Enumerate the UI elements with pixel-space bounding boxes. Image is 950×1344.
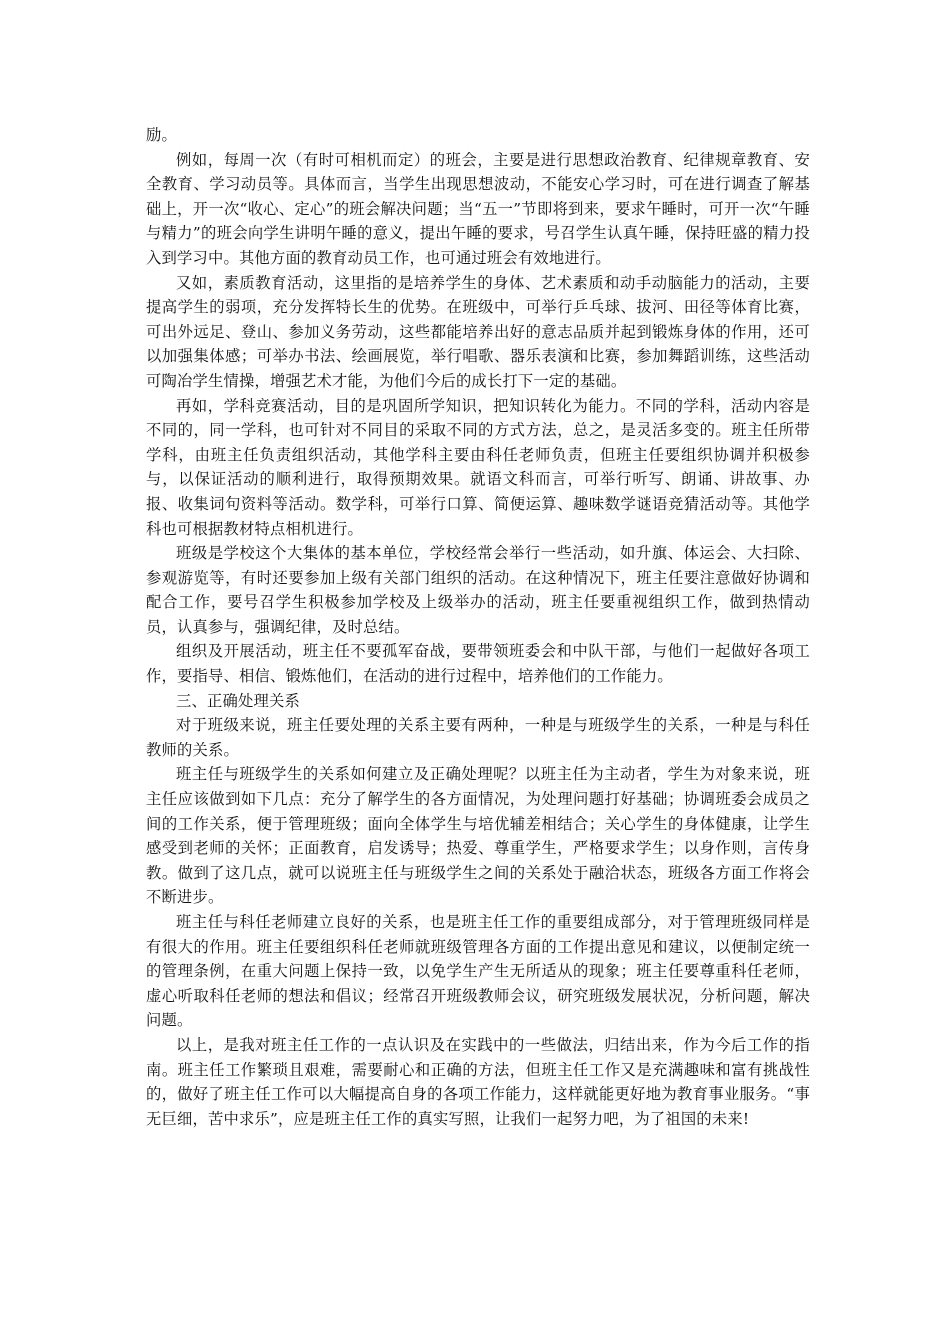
paragraph-subject-competition: 再如，学科竞赛活动，目的是巩固所学知识，把知识转化为能力。不同的学科，活动内容是不同的，同一学科，也可针对不同目的采取不同的方式方法，总之，是灵活多变的。班主任所带学科，由班主任负责组织活动，其他学科主要由科任老师负责，但班主任要组织协调并积极参与，以保证活动的顺利进行，取得预期效果。就语文科而言，可举行听写、朗诵、讲故事、办报、收集词句资料等活动。数学科，可举行口算、简便运算、趣味数学谜语竞猜活动等。其他学科也可根据教材特点相机进行。 [146,396,810,538]
paragraph-teacher-relationship: 班主任与科任老师建立良好的关系，也是班主任工作的重要组成部分，对于管理班级同样是有很大的作用。班主任要组织科任老师就班级管理各方面的工作提出意见和建议，以便制定统一的管理条例，在重大问题上保持一致，以免学生产生无所适从的现象；班主任要尊重科任老师，虚心听取科任老师的想法和倡议；经常召开班级教师会议，研究班级发展状况，分析问题，解决问题。 [146,913,810,1030]
paragraph-continuation: 励。 [146,126,177,144]
section-heading-relationships: 三、正确处理关系 [176,691,300,710]
paragraph-school-activities: 班级是学校这个大集体的基本单位，学校经常会举行一些活动，如升旗、体运会、大扫除、参观游览等，有时还要参加上级有关部门组织的活动。在这种情况下，班主任要注意做好协调和配合工作，要号召学生积极参加学校及上级举办的活动，班主任要重视组织工作，做到热情动员，认真参与，强调纪律，及时总结。 [146,544,810,636]
paragraph-organize-activities: 组织及开展活动，班主任不要孤军奋战，要带领班委会和中队干部，与他们一起做好各项工作，要指导、相信、锻炼他们，在活动的进行过程中，培养他们的工作能力。 [146,642,810,686]
paragraph-relationship-types: 对于班级来说，班主任要处理的关系主要有两种，一种是与班级学生的关系，一种是与科任教师的关系。 [146,716,810,759]
paragraph-student-relationship: 班主任与班级学生的关系如何建立及正确处理呢？以班主任为主动者，学生为对象来说，班主任应该做到如下几点：充分了解学生的各方面情况，为处理问题打好基础；协调班委会成员之间的工作关系，便于管理班级；面向全体学生与培优辅差相结合；关心学生的身体健康，让学生感受到老师的关怀；正面教育，启发诱导；热爱、尊重学生，严格要求学生；以身作则，言传身教。做到了这几点，就可以说班主任与班级学生之间的关系处于融洽状态，班级各方面工作将会不断进步。 [146,765,810,907]
paragraph-class-meeting: 例如，每周一次（有时可相机而定）的班会，主要是进行思想政治教育、纪律规章教育、安全教育、学习动员等。具体而言，当学生出现思想波动，不能安心学习时，可在进行调查了解基础上，开一次“收心、定心”的班会解决问题；当“五一”节即将到来，要求午睡时，可开一次“午睡与精力”的班会向学生讲明午睡的意义，提出午睡的要求，号召学生认真午睡，保持旺盛的精力投入到学习中。其他方面的教育动员工作，也可通过班会有效地进行。 [146,150,810,267]
paragraph-conclusion: 以上，是我对班主任工作的一点认识及在实践中的一些做法，归结出来，作为今后工作的指南。班主任工作繁琐且艰难，需要耐心和正确的方法，但班主任工作又是充满趣味和富有挑战性的，做好了班主任工作可以大幅提高自身的各项工作能力，这样就能更好地为教育事业服务。“事无巨细，苦中求乐”，应是班主任工作的真实写照，让我们一起努力吧，为了祖国的未来! [146,1035,810,1128]
paragraph-quality-education: 又如，素质教育活动，这里指的是培养学生的身体、艺术素质和动手动脑能力的活动，主要提高学生的弱项，充分发挥特长生的优势。在班级中，可举行乒乓球、拔河、田径等体育比赛，可出外远足、登山、参加义务劳动，这些都能培养出好的意志品质并起到锻炼身体的作用，还可以加强集体感；可举办书法、绘画展览，举行唱歌、器乐表演和比赛，参加舞蹈训练，这些活动可陶冶学生情操，增强艺术才能，为他们今后的成长打下一定的基础。 [146,273,810,390]
document-page [146,123,810,1131]
